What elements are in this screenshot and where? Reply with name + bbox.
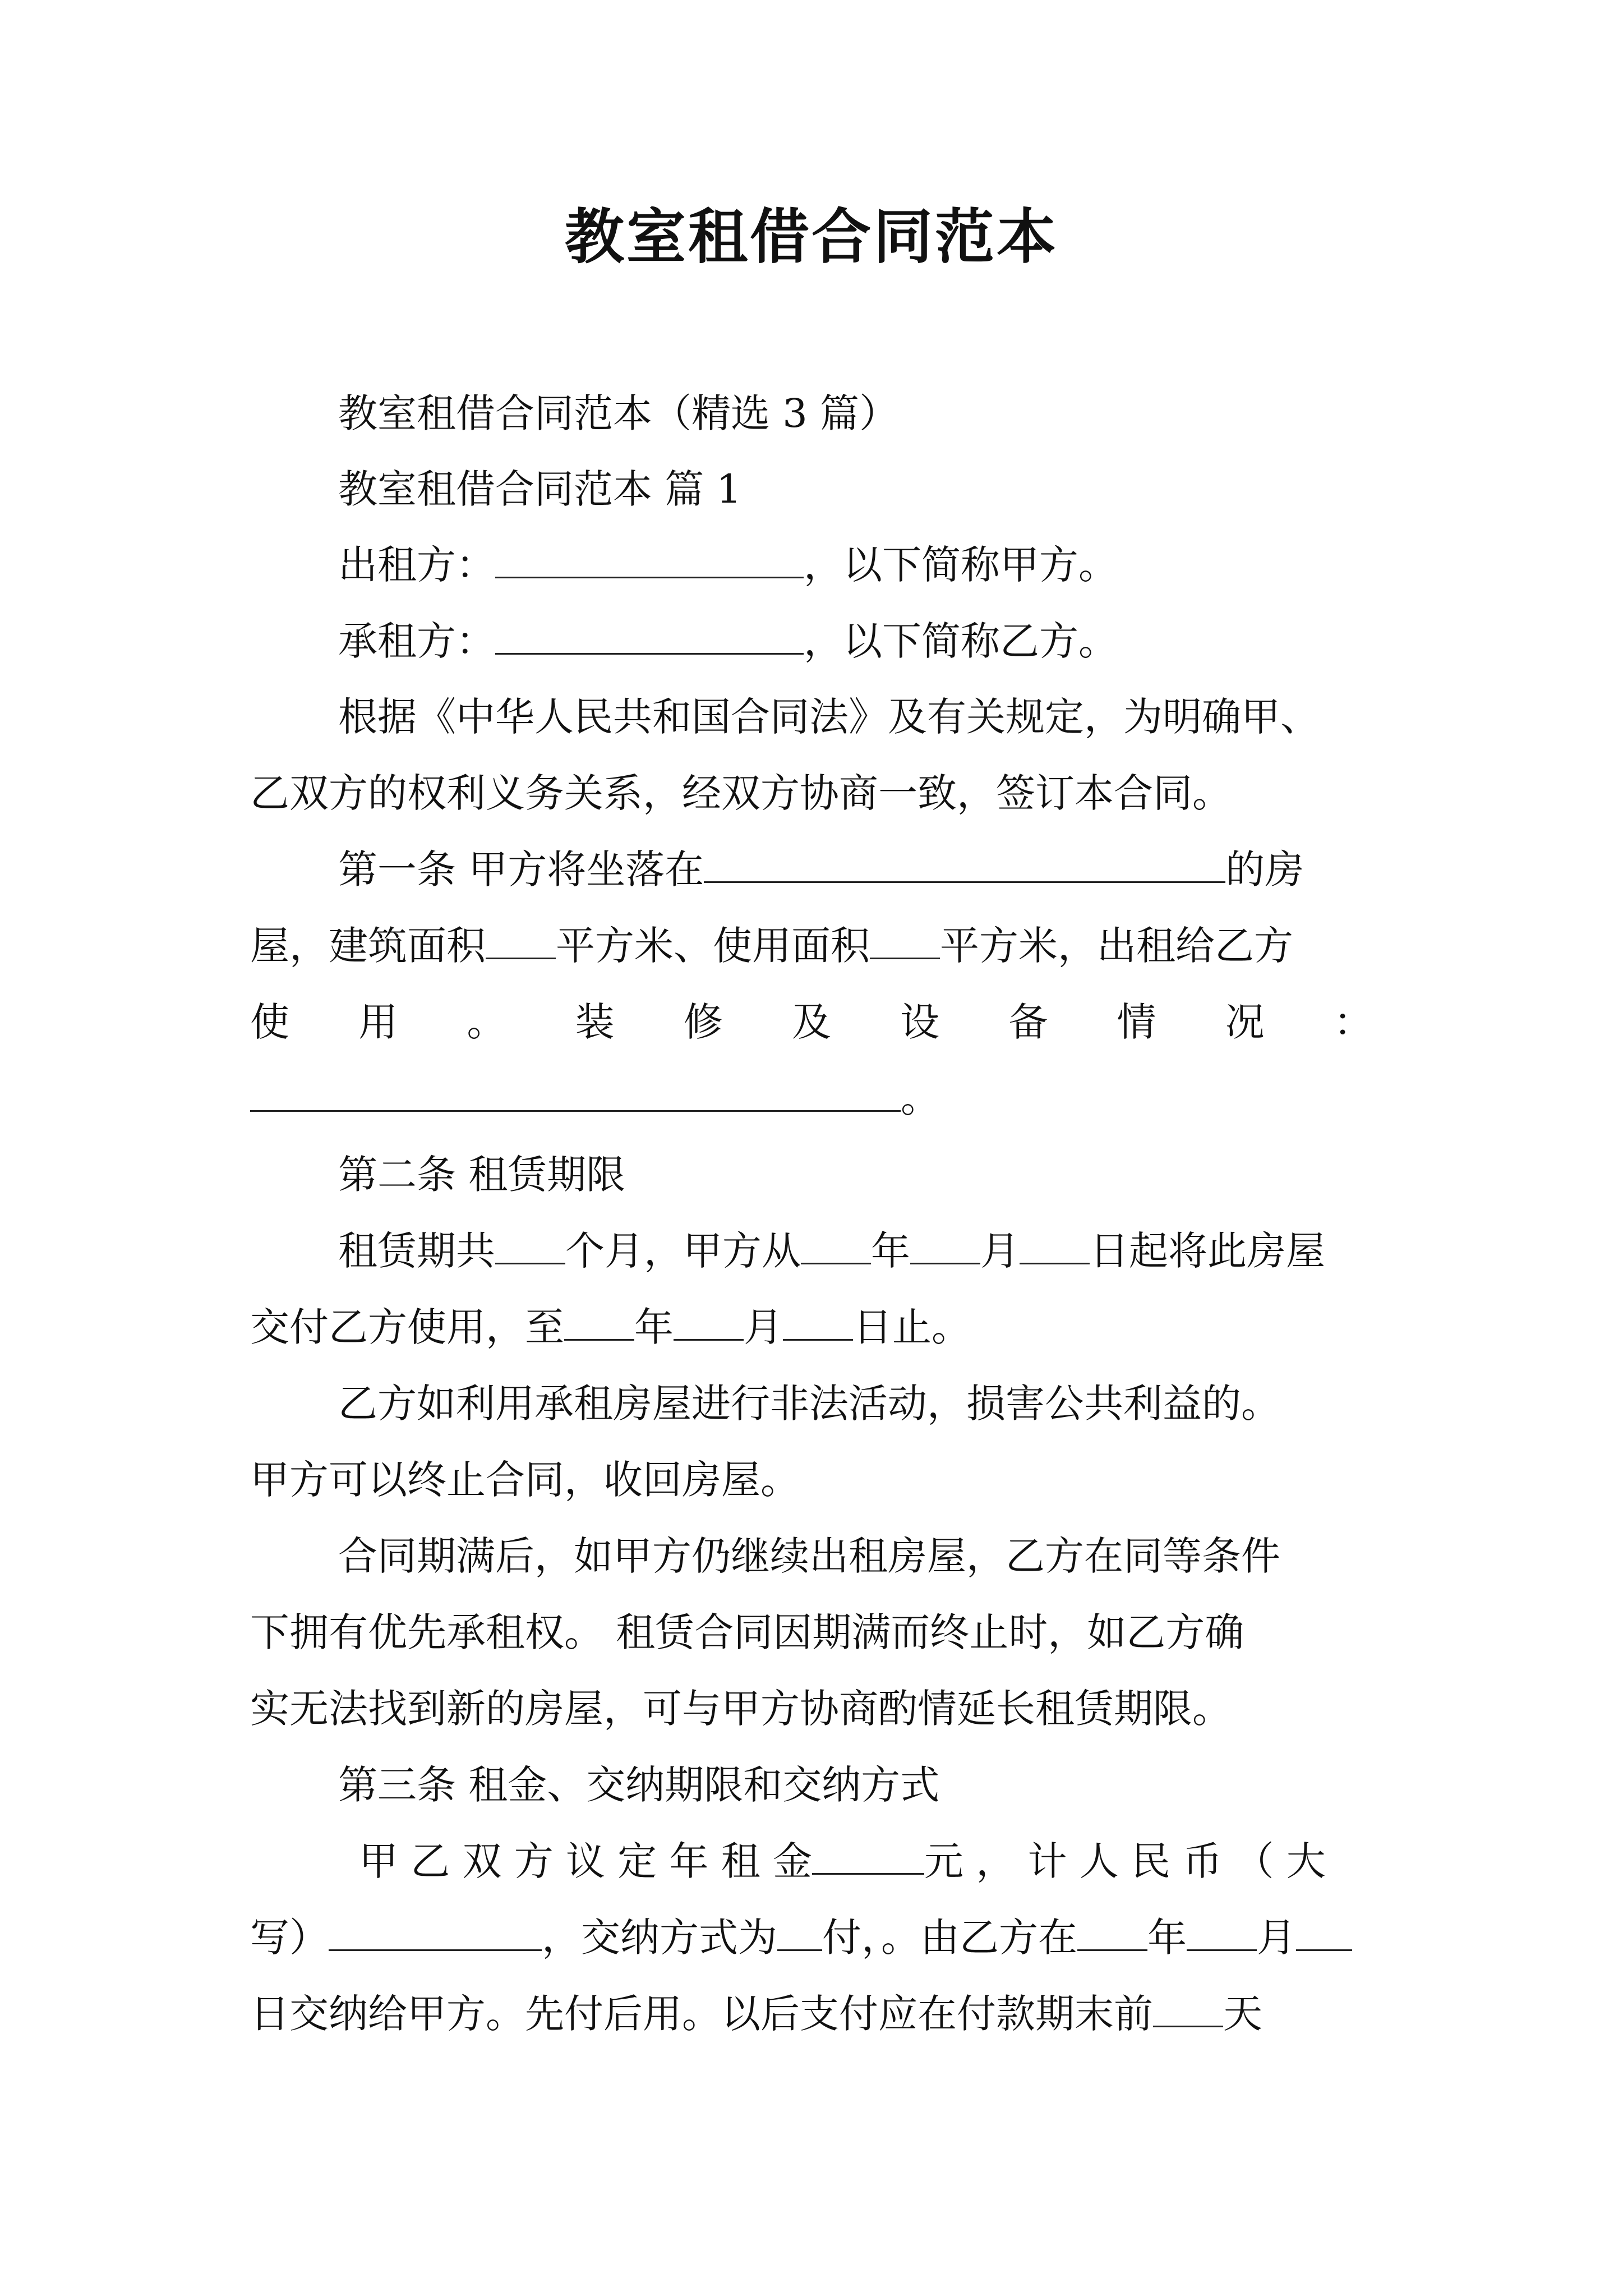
paragraph-line [250, 765, 1232, 821]
paragraph-line [338, 689, 1320, 745]
usable-area-blank [870, 923, 940, 959]
payment-deadline-suffix: 天 [1223, 1991, 1262, 2037]
equipment-blank [250, 1075, 901, 1112]
equipment-char: 用 [358, 999, 398, 1045]
rent-line [359, 1833, 1326, 1889]
article-two-text: 第二条 租赁期限 [338, 1152, 626, 1198]
paragraph-line [338, 1528, 1280, 1584]
lessee-line [338, 613, 1118, 669]
area-text: 屋，建筑面积 [250, 923, 486, 969]
lease-end-text: 日止。 [853, 1304, 971, 1350]
equipment-char: 备 [1008, 999, 1048, 1045]
lease-end-line [250, 1299, 971, 1355]
paragraph-line [250, 1452, 800, 1508]
area-text: 平方米、使用面积 [556, 923, 870, 969]
paragraph-text: 下拥有优先承租权。 租赁合同因期满而终止时，如乙方确 [250, 1609, 1244, 1655]
payment-deadline-text: 日交纳给甲方。先付后用。以后支付应在付款期末前 [250, 1991, 1153, 2037]
equipment-line [250, 994, 1373, 1050]
article-three-heading [338, 1757, 939, 1813]
payment-text: 月 [1257, 1915, 1296, 1961]
start-year-blank [801, 1228, 871, 1264]
payment-month-blank [1187, 1915, 1257, 1951]
section-heading-text: 教室租借合同范本 篇 1 [338, 466, 742, 512]
payment-text: 付，。由乙方在 [822, 1915, 1077, 1961]
area-text: 平方米，出租给乙方 [940, 923, 1293, 969]
lease-end-text: 交付乙方使用，至 [250, 1304, 564, 1350]
subtitle-text: 教室租借合同范本（精选 3 篇） [338, 390, 899, 436]
paragraph-text: 乙方如利用承租房屋进行非法活动，损害公共利益的。 [338, 1381, 1280, 1427]
end-year-blank [564, 1304, 634, 1341]
lease-term-text: 个月，甲方从 [565, 1228, 801, 1274]
equipment-char: 情 [1117, 999, 1156, 1045]
equipment-char: 及 [791, 999, 831, 1045]
equipment-char: 设 [900, 999, 940, 1045]
equipment-period: 。 [901, 1075, 940, 1121]
lessor-suffix: ，以下简称甲方。 [804, 542, 1118, 588]
article-one-suffix: 的房 [1225, 846, 1304, 892]
article-one-line [338, 841, 1304, 898]
lessor-line [338, 537, 1118, 593]
paragraph-text: 根据《中华人民共和国合同法》及有关规定，为明确甲、 [338, 694, 1320, 740]
equipment-char: 况 [1225, 999, 1265, 1045]
paragraph-line [250, 1604, 1244, 1660]
months-blank [495, 1228, 565, 1264]
payment-method-blank [777, 1915, 822, 1951]
payment-text: 写） [250, 1915, 329, 1961]
payment-day-blank [1296, 1915, 1352, 1951]
paragraph-text: 甲方可以终止合同，收回房屋。 [250, 1457, 800, 1503]
article-two-heading [338, 1147, 625, 1203]
paragraph-line [250, 1681, 1232, 1737]
lessor-blank [495, 542, 804, 578]
payment-text: ，交纳方式为 [542, 1915, 777, 1961]
lease-term-text: 年 [871, 1228, 910, 1274]
lessee-label: 承租方： [338, 618, 495, 664]
rent-uppercase-blank [329, 1915, 542, 1951]
equipment-char: 装 [575, 999, 615, 1045]
lease-end-text: 年 [634, 1304, 674, 1350]
lessee-suffix: ，以下简称乙方。 [804, 618, 1118, 664]
article-one-text: 第一条 甲方将坐落在 [338, 846, 704, 892]
payment-text: 年 [1147, 1915, 1187, 1961]
lease-term-text: 日起将此房屋 [1090, 1228, 1325, 1274]
lease-term-text: 月 [980, 1228, 1020, 1274]
end-month-blank [674, 1304, 744, 1341]
rent-text: 元 ， 计 人 民 币 （ 大 [924, 1838, 1326, 1884]
lease-end-text: 月 [744, 1304, 783, 1350]
payment-deadline-line [250, 1986, 1262, 2042]
equipment-char: 使 [250, 999, 289, 1045]
start-month-blank [910, 1228, 980, 1264]
equipment-blank-line [250, 1070, 940, 1126]
lessor-label: 出租方： [338, 542, 495, 588]
subtitle-line [338, 385, 898, 441]
section-heading-line [338, 461, 741, 517]
payment-year-blank [1077, 1915, 1147, 1951]
paragraph-line [338, 1375, 1280, 1432]
location-blank [704, 846, 1225, 883]
rent-text: 甲 乙 双 方 议 定 年 租 金 [359, 1838, 813, 1884]
start-day-blank [1020, 1228, 1090, 1264]
lease-term-line [338, 1223, 1325, 1279]
paragraph-text: 乙双方的权利义务关系，经双方协商一致，签订本合同。 [250, 770, 1232, 816]
equipment-char: 。 [467, 999, 506, 1045]
days-before-blank [1153, 1991, 1223, 2027]
equipment-char: 修 [683, 999, 723, 1045]
lease-term-text: 租赁期共 [338, 1228, 495, 1274]
payment-method-line [250, 1910, 1352, 1966]
annual-rent-blank [812, 1838, 924, 1875]
end-day-blank [783, 1304, 853, 1341]
area-line [250, 918, 1293, 974]
paragraph-text: 实无法找到新的房屋，可与甲方协商酌情延长租赁期限。 [250, 1686, 1232, 1732]
lessee-blank [495, 618, 804, 655]
article-three-text: 第三条 租金、交纳期限和交纳方式 [338, 1762, 940, 1808]
equipment-char: ： [1333, 999, 1373, 1045]
building-area-blank [486, 923, 556, 959]
paragraph-text: 合同期满后，如甲方仍继续出租房屋，乙方在同等条件 [338, 1533, 1280, 1579]
document-title: 教室租借合同范本 [565, 201, 1058, 272]
